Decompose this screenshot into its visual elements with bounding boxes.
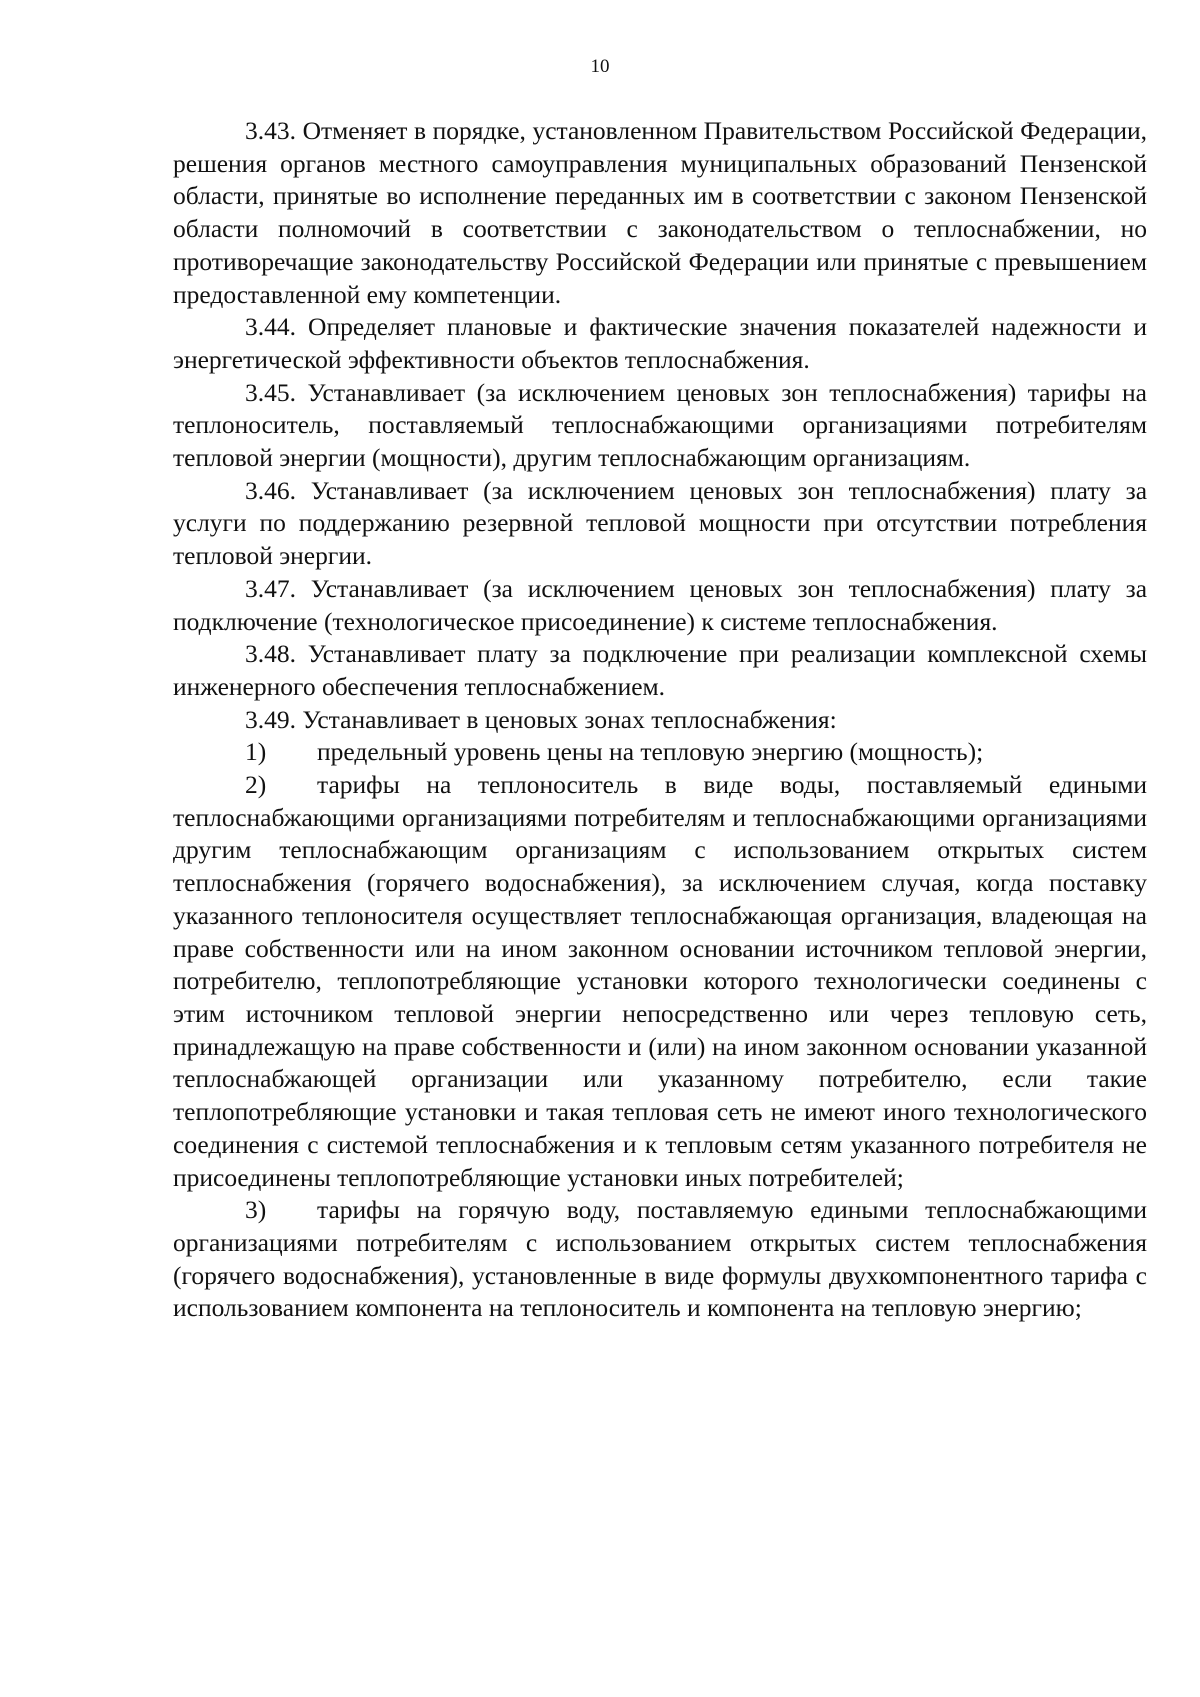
list-item-text: тарифы на теплоноситель в виде воды, поставляемый едиными теплоснабжающими организациями потребителям и теплоснабжающими организациями другим теплоснабжающим организациям с использованием открытых систем теплоснабжения (горячего водоснабжения), за исключением случая, когда поставку указанного теплоносителя осуществляет теплоснабжающая организация, владеющая на праве собственности или на ином законном основании источником тепловой энергии, потребителю, теплопотребляющие установки которого технологически соединены с этим источником тепловой энергии непосредственно или через тепловую сеть, принадлежащую на праве собственности и (или) на ином законном основании указанной теплоснабжающей организации или указанному потребителю, если такие теплопотребляющие установки и такая тепловая сеть не имеют иного технологического соединения с системой теплоснабжения и к тепловым сетям указанного потребителя не присоединены теплопотребляющие установки иных потребителей; [173, 770, 1147, 1192]
paragraph-text: Устанавливает в ценовых зонах теплоснабжения: [302, 704, 837, 734]
paragraph-3-45 [173, 377, 1147, 475]
list-item-2 [173, 769, 1147, 1194]
paragraph-number: 3.48. [245, 639, 296, 669]
paragraph-text: Устанавливает (за исключением ценовых зон теплоснабжения) плату за подключение (технологическое присоединение) к системе теплоснабжения. [173, 573, 1148, 636]
paragraph-text: Определяет плановые и фактические значения показателей надежности и энергетической эффективности объектов теплоснабжения. [173, 312, 1147, 374]
paragraph-text: Устанавливает (за исключением ценовых зон теплоснабжения) плату за услуги по поддержанию резервной тепловой мощности при отсутствии потребления тепловой энергии. [173, 475, 1148, 571]
paragraph-number: 3.49. [245, 704, 296, 734]
document-body [173, 115, 1147, 1325]
paragraph-text: Отменяет в порядке, установленном Правительством Российской Федерации, решения органов местного самоуправления муниципальных образований Пензенской области, принятые во исполнение переданных им в соответствии с законом Пензенской области полномочий в соответствии с законодательством о теплоснабжении, но противоречащие законодательству Российской Федерации или принятые с превышением предоставленной ему компетенции. [173, 116, 1147, 309]
paragraph-3-44 [173, 311, 1147, 376]
paragraph-3-48 [173, 638, 1147, 703]
paragraph-3-43 [173, 115, 1147, 311]
paragraph-3-46 [173, 475, 1147, 573]
list-item-number: 1) [245, 737, 267, 767]
paragraph-text: Устанавливает (за исключением ценовых зон теплоснабжения) тарифы на теплоноситель, поставляемый теплоснабжающими организациями потребителям тепловой энергии (мощности), другим теплоснабжающим организациям. [173, 377, 1147, 473]
paragraph-text: Устанавливает плату за подключение при реализации комплексной схемы инженерного обеспечения теплоснабжением. [173, 639, 1148, 701]
paragraph-number: 3.43. [245, 116, 296, 145]
list-item-text: тарифы на горячую воду, поставляемую едиными теплоснабжающими организациями потребителям с использованием открытых систем теплоснабжения (горячего водоснабжения), установленные в виде формулы двухкомпонентного тарифа с использованием компонента на теплоноситель и компонента на тепловую энергию; [173, 1195, 1147, 1323]
page-number: 10 [590, 56, 610, 77]
list-item-1 [173, 736, 1147, 769]
list-item-text: предельный уровень цены на тепловую энергию (мощность); [317, 737, 984, 767]
paragraph-number: 3.46. [245, 475, 296, 505]
paragraph-number: 3.44. [245, 312, 296, 342]
paragraph-3-49 [173, 704, 1147, 737]
paragraph-number: 3.47. [245, 573, 296, 603]
list-item-number: 2) [245, 770, 267, 800]
list-item-number: 3) [245, 1195, 267, 1225]
paragraph-number: 3.45. [245, 377, 296, 407]
paragraph-3-47 [173, 573, 1147, 638]
list-item-3 [173, 1194, 1147, 1325]
